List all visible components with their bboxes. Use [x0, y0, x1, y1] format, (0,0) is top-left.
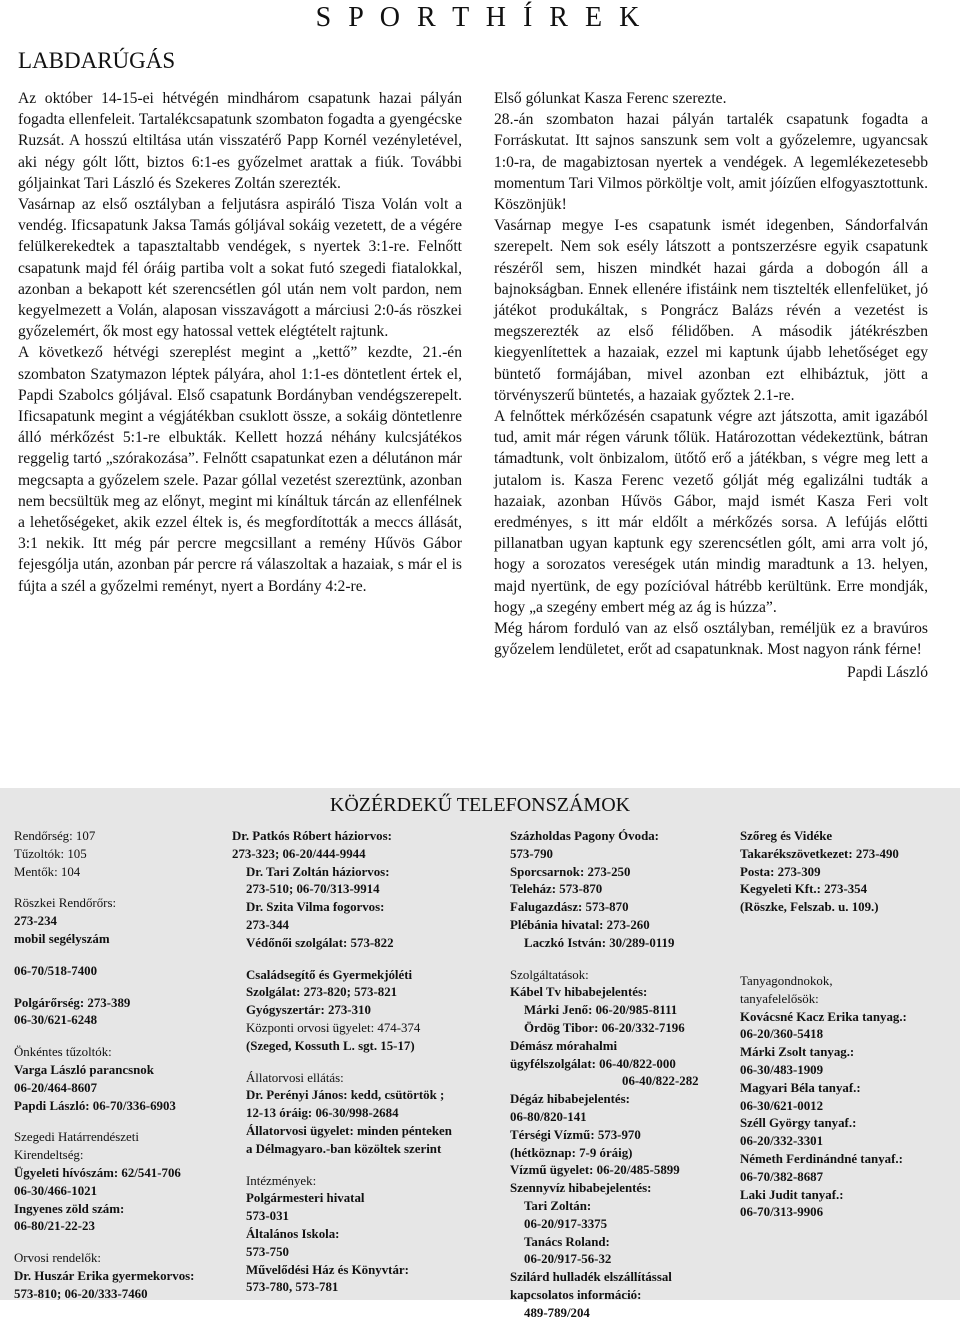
- phone-spacer: [14, 1115, 234, 1129]
- phone-spacer: [232, 1159, 494, 1173]
- phone-entry: Intézmények:: [246, 1173, 317, 1188]
- phone-column-3: [510, 828, 732, 1323]
- phone-spacer: [14, 1236, 234, 1250]
- phone-entry: Tanyagondnokok,: [740, 973, 833, 988]
- phone-entry: kapcsolatos információ:: [510, 1287, 642, 1302]
- phone-entry: ügyfélszolgálat: 06-40/822-000: [510, 1056, 676, 1071]
- phone-entry: (Röszke, Felszab. u. 109.): [740, 900, 879, 915]
- phone-entry: Önkéntes tűzoltók:: [14, 1045, 112, 1060]
- phone-entry: Rendőrség: 107: [14, 829, 96, 843]
- phone-entry: tanyafelelősök:: [740, 991, 819, 1006]
- phone-entry: mobil segélyszám: [14, 931, 110, 946]
- phone-entry: 573-031: [246, 1209, 289, 1224]
- article-right-column: [494, 88, 928, 684]
- phone-spacer: [14, 949, 234, 963]
- phone-entry: Szolgálat: 273-820; 573-821: [246, 985, 398, 1000]
- phone-entry: Szennyvíz hibabejelentés:: [510, 1181, 652, 1196]
- phone-entry: Tűzoltók: 105: [14, 846, 87, 861]
- phone-spacer: [510, 953, 732, 967]
- phone-entry: Tanács Roland:: [524, 1234, 610, 1249]
- article-author: Papdi László: [847, 664, 928, 682]
- phone-entry: 06-70/382-8687: [740, 1169, 824, 1184]
- phone-entry: Százholdas Pagony Óvoda:: [510, 829, 659, 843]
- phone-entry: Laki Judit tanyaf.:: [740, 1187, 844, 1202]
- phone-entry: 06-20/917-3375: [524, 1216, 608, 1231]
- phone-spacer: [14, 981, 234, 995]
- phone-entry: Márki Zsolt tanyag.:: [740, 1045, 855, 1060]
- phone-entry: Márki Jenő: 06-20/985-8111: [524, 1003, 678, 1018]
- phone-entry: Ügyeleti hívószám: 62/541-706: [14, 1165, 181, 1180]
- phone-spacer: [232, 953, 494, 967]
- phone-spacer: [740, 931, 955, 945]
- phone-entry: 273-323; 06-20/444-9944: [232, 846, 366, 861]
- phone-entry: Kovácsné Kacz Erika tanyag.:: [740, 1009, 907, 1024]
- phone-entry: 06-20/917-56-32: [524, 1252, 612, 1267]
- article-paragraph: Még három forduló van az első osztályban, reméljük ez a bravúros győzelem lendületet, erőt ad csapatunknak. Most nagyon ránk férne!: [494, 620, 928, 659]
- article-paragraph: Vasárnap megye I-es csapatunk ismét idegenben, Sándorfalván szerepelt. Nem sok esély látszott a pontszerzésre egyik csapatunk részéről sem, hiszen mindkét hazai gárda a dobogón áll a bajnokságban. Ennek ellenére ifistáink nem tisztelték ellenfelüket, jó játékot produkáltak, s Pongrácz Balázs révén a vezetést is megszerezték az első félidőben. A második játékrészben kiegyenlítettek a hazaiak, ezzel mi kaptunk újabb lehetőséget egy büntető formájában, mivel azonban ezt elhibáztuk, jött a törvényszerű büntetés, a hazaiak győztek 2.1-re.: [494, 217, 928, 404]
- article-left-column: [18, 88, 462, 597]
- phone-entry: Kegyeleti Kft.: 273-354: [740, 882, 868, 897]
- phone-entry: 06-30/483-1909: [740, 1062, 824, 1077]
- phone-entry: Magyari Béla tanyaf.:: [740, 1080, 861, 1095]
- phone-entry: 06-80/820-141: [510, 1109, 587, 1124]
- phone-entry: Orvosi rendelők:: [14, 1251, 101, 1266]
- phone-entry: Dr. Patkós Róbert háziorvos:: [232, 829, 392, 843]
- article-paragraph: A következő hétvégi szereplést megint a „kettő” kezdte, 21.-én szombaton Szatymazon léptek pályára, ahol 1:1-es döntetlent értek el, Papdi Szabolcs góljával. Első csapatunk Bordányban vendégszerepelt. Ificsapatunk megint a végjátékban csuklott össze, a sokáig döntetlenre álló mérkőzést 5:1-re elbukták. Kellett hozzá néhány kulcsjátékos reggelig tartó „szórakozása”. Felnőtt csapatunkat ezen a délutánon már megcsapta a győzelem szele. Pazar góllal vezetést szereztünk, azonban nem becsültük meg az előnyt, megint mi kínáltuk tárcán az ellenfélnek a lehetőségeket, akik ezzel éltek is, és megfordították a meccs állását, 3:1 nekik. Itt még pár percre megcsillant a remény Hűvös Gábor fejesgólja után, azonban pár percre rá válaszoltak a hazaiak, s már el is fújta a szél a győzelmi reményt, nyert a Bordány 4:2-re.: [18, 344, 462, 595]
- phone-column-2: [232, 828, 494, 1297]
- phone-entry: 273-510; 06-70/313-9914: [246, 882, 380, 897]
- phone-entry: Központi orvosi ügyelet: 474-374: [246, 1020, 421, 1035]
- phone-entry: 06-30/621-6248: [14, 1013, 98, 1028]
- phone-entry: Ingyenes zöld szám:: [14, 1201, 125, 1216]
- phone-numbers-title: KÖZÉRDEKŰ TELEFONSZÁMOK: [329, 794, 631, 816]
- phone-entry: Kábel Tv hibabejelentés:: [510, 985, 648, 1000]
- phone-entry: Állatorvosi ellátás:: [246, 1070, 344, 1085]
- phone-entry: 06-70/518-7400: [14, 963, 98, 978]
- phone-spacer: [740, 945, 955, 959]
- phone-entry: (hétköznap: 7-9 óráig): [510, 1145, 633, 1160]
- phone-entry: Démász mórahalmi: [510, 1038, 618, 1053]
- phone-entry: 06-40/822-282: [622, 1074, 699, 1089]
- phone-entry: Németh Ferdinándné tanyaf.:: [740, 1151, 903, 1166]
- phone-entry: 489-789/204: [524, 1305, 590, 1320]
- phone-entry: Kirendeltség:: [14, 1148, 84, 1163]
- phone-entry: Polgármesteri hivatal: [246, 1191, 365, 1206]
- phone-entry: 12-13 óráig: 06-30/998-2684: [246, 1106, 399, 1121]
- phone-spacer: [14, 1030, 234, 1044]
- phone-entry: 06-80/21-22-23: [14, 1219, 95, 1234]
- article-paragraph: A felnőttek mérkőzésén csapatunk végre azt játszotta, amit igazából tud, amit már régen várunk tőlük. Határozottan védekeztünk, bátran támadtunk, volt önbizalom, ütőtő erő a játékban, s végre meg lett a jutalom is. Kasza Ferenc vezető gólját még egalizálni tudták a hazaiak, azonban Hűvös Gábor, majd ismét Kasza Feri volt eredményes, s itt már eldőlt a mérkőzés sorsa. A lefújás előtti pillanatban ugyan kaptunk egy szerencsétlen gólt, ami arra volt jó, hogy a sorozatos vereségek után mindig maradtunk a 13. helyen, majd nyertünk, de egy pozícióval hátrébb kerültünk. Erre mondják, hogy „a szegény embert még az ág is húzza”.: [494, 408, 928, 616]
- phone-entry: 573-750: [246, 1244, 289, 1259]
- article-paragraph: Első gólunkat Kasza Ferenc szerezte.: [494, 90, 727, 107]
- phone-entry: 06-20/360-5418: [740, 1027, 824, 1042]
- phone-entry: Posta: 273-309: [740, 864, 821, 879]
- phone-entry: Mentők: 104: [14, 864, 81, 879]
- phone-entry: Tari Zoltán:: [524, 1198, 592, 1213]
- phone-entry: 273-344: [246, 917, 289, 932]
- phone-entry: Polgárőrség: 273-389: [14, 995, 131, 1010]
- phone-entry: Ördög Tibor: 06-20/332-7196: [524, 1020, 685, 1035]
- phone-entry: Szolgáltatások:: [510, 967, 589, 982]
- phone-spacer: [14, 881, 234, 895]
- phone-entry: 573-810; 06-20/333-7460: [14, 1286, 148, 1301]
- phone-entry: Falugazdász: 573-870: [510, 900, 629, 915]
- phone-entry: Védőnői szolgálat: 573-822: [246, 935, 394, 950]
- page-title: S P O R T H Í R E K: [315, 2, 645, 33]
- phone-entry: Dr. Huszár Erika gyermekorvos:: [14, 1268, 195, 1283]
- phone-entry: 06-20/332-3301: [740, 1134, 824, 1149]
- article-paragraph: 28.-án szombaton hazai pályán tartalék csapatunk fogadta a Forráskutat. Itt sajnos sanszunk sem volt a győzelemre, ugyancsak 1:0-ra, de magabiztosan nyertek a vendégek. A legemlékezetesebb momentum Tari Vilmos pörköltje volt, amit jóízűen elfogyasztottunk. Köszönjük!: [494, 111, 928, 214]
- section-title: LABDARÚGÁS: [18, 48, 176, 73]
- phone-entry: Röszkei Rendőrőrs:: [14, 896, 117, 911]
- phone-entry: 06-20/464-8607: [14, 1080, 98, 1095]
- phone-entry: Dégáz hibabejelentés:: [510, 1092, 630, 1107]
- phone-entry: Varga László parancsnok: [14, 1062, 154, 1077]
- phone-entry: Művelődési Ház és Könyvtár:: [246, 1262, 409, 1277]
- phone-spacer: [740, 959, 955, 973]
- phone-entry: 06-30/621-0012: [740, 1098, 824, 1113]
- article-paragraph: Az október 14-15-ei hétvégén mindhárom csapatunk hazai pályán fogadta ellenfeleit. Tartalékcsapatunk szombaton fogadta a gyengécske Ruzsát. A hosszú eltiltása után visszatérő Papp Kornél vezényletével, aki négy gólt lőtt, biztos 6:1-es győzelmet arattak a fiúk. További góljainkat Tari László és Szekeres Zoltán szerezték.: [18, 90, 462, 192]
- phone-entry: 573-790: [510, 846, 553, 861]
- article-paragraph: Vasárnap az első osztályban a feljutásra aspiráló Tisza Volán volt a vendég. Ificsapatunk Jaksa Tamás góljával sokáig vezetett, de a végére felülkerekedtek a tapasztaltabb vendégek, s nyertek 3:1-re. Felnőtt csapatunk majd fél óráig partiba volt a sokat futó szegedi fiatalokkal, azonban a bekapott két szerencsétlen gól után nem volt pardon, nem kegyelmezett a Volán, alaposan visszavágott a márciusi 2:0-ás röszkei győzelemért, ők most egy hatossal vettek elégtételt rajtunk.: [18, 196, 462, 341]
- phone-entry: Családsegítő és Gyermekjóléti: [246, 967, 413, 982]
- phone-entry: Dr. Szita Vilma fogorvos:: [246, 900, 385, 915]
- phone-numbers-box: [0, 788, 960, 1320]
- phone-entry: Papdi László: 06-70/336-6903: [14, 1098, 176, 1113]
- phone-entry: Takarékszövetkezet: 273-490: [740, 846, 899, 861]
- phone-entry: 573-780, 573-781: [246, 1280, 339, 1295]
- phone-column-4: [740, 828, 955, 1222]
- phone-entry: Sporcsarnok: 273-250: [510, 864, 631, 879]
- phone-spacer: [740, 917, 955, 931]
- phone-entry: Plébánia hivatal: 273-260: [510, 917, 650, 932]
- phone-entry: Teleház: 573-870: [510, 882, 603, 897]
- phone-entry: Laczkó István: 30/289-0119: [524, 935, 675, 950]
- phone-entry: 06-70/313-9906: [740, 1205, 824, 1220]
- phone-entry: Gyógyszertár: 273-310: [246, 1003, 371, 1018]
- phone-entry: Állatorvosi ügyelet: minden pénteken: [246, 1123, 452, 1138]
- phone-entry: Térségi Vízmű: 573-970: [510, 1127, 641, 1142]
- phone-entry: (Szeged, Kossuth L. sgt. 15-17): [246, 1038, 415, 1053]
- phone-column-1: [14, 828, 234, 1304]
- phone-entry: Széll György tanyaf.:: [740, 1116, 857, 1131]
- phone-entry: Általános Iskola:: [246, 1226, 340, 1241]
- phone-entry: 273-234: [14, 914, 57, 929]
- phone-entry: Szegedi Határrendészeti: [14, 1130, 139, 1145]
- phone-entry: Dr. Tari Zoltán háziorvos:: [246, 864, 390, 879]
- phone-entry: a Délmagyaro.-ban közöltek szerint: [246, 1141, 442, 1156]
- phone-entry: 06-30/466-1021: [14, 1183, 98, 1198]
- phone-spacer: [232, 1056, 494, 1070]
- phone-entry: Vízmű ügyelet: 06-20/485-5899: [510, 1163, 680, 1178]
- phone-entry: Szilárd hulladék elszállítással: [510, 1270, 672, 1285]
- phone-entry: Szőreg és Vidéke: [740, 829, 833, 843]
- phone-entry: Dr. Perényi János: kedd, csütörtök ;: [246, 1088, 445, 1103]
